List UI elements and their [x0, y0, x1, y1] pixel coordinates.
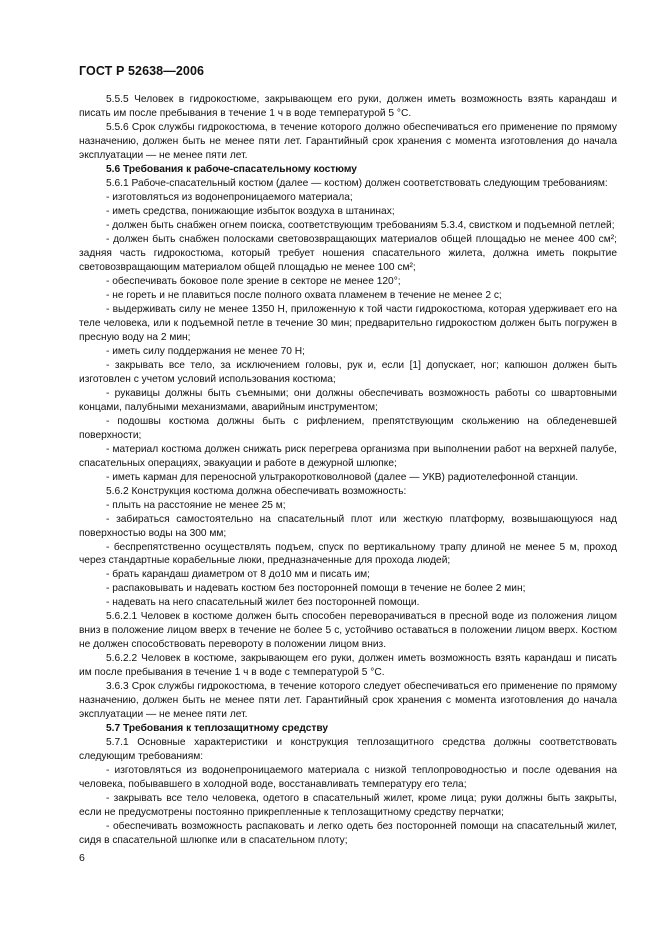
list-item: - иметь средства, понижающие избыток воздуха в штанинах; [106, 205, 395, 217]
list-item: - иметь карман для переносной ультракоротковолновой (далее — УКВ) радиотелефонной станции. [106, 471, 579, 483]
list-item: - обеспечивать возможность распаковать и легко одеть без посторонней помощи на спасательный жилет, сидя в спасательной шлюпке или в спасательном плоту; [79, 821, 617, 847]
document-header: ГОСТ Р 52638—2006 [79, 64, 205, 78]
list-item: - должен быть снабжен огнем поиска, соответствующим требованиям 5.3.4, свистком и подъемной петлей; [106, 219, 615, 231]
paragraph-5-7-1: 5.7.1 Основные характеристики и конструкция теплозащитного средства должны соответствовать следующим требованиям: [79, 737, 617, 763]
list-item: - не гореть и не плавиться после полного охвата пламенем в течение не менее 2 с; [106, 289, 502, 301]
list-item: - надевать на него спасательный жилет без посторонней помощи. [106, 597, 420, 609]
document-body [79, 93, 617, 848]
paragraph-5-6-1: 5.6.1 Рабоче-спасательный костюм (далее — костюм) должен соответствовать следующим требованиям: [106, 177, 608, 189]
list-item: - распаковывать и надевать костюм без посторонней помощи в течение не более 2 мин; [106, 583, 526, 595]
list-item: - изготовляться из водонепроницаемого материала с низкой теплопроводностью и после одевания на человека, побывавшего в холодной воде, восстанавливать температуру его тела; [79, 765, 617, 791]
paragraph-3-6-3: 3.6.3 Срок службы гидрокостюма, в течение которого следует обеспечиваться его применение по прямому назначению, должен быть не менее пяти лет. Гарантийный срок хранения с момента изготовления до начала эксплуатации — не менее пяти лет. [79, 681, 617, 721]
list-item: - беспрепятственно осуществлять подъем, спуск по вертикальному трапу длиной не менее 5 м, проход через стандартные корабельные люки, предназначенные для прохода людей; [79, 541, 617, 567]
list-item: - закрывать все тело, за исключением головы, рук и, если [1] допускает, ног; капюшон должен быть изготовлен с учетом условий использования костюма; [79, 359, 617, 385]
list-item: - иметь силу поддержания не менее 70 Н; [106, 345, 305, 357]
list-item: - закрывать все тело человека, одетого в спасательный жилет, кроме лица; руки должны быть закрыты, если не предусмотрены постоянно прикрепленные к теплозащитному средству перчатки; [79, 793, 617, 819]
list-item: - рукавицы должны быть съемными; они должны обеспечивать возможность работы со швартовными концами, палубными механизмами, аварийным инструментом; [79, 387, 617, 413]
list-item: - брать карандаш диаметром от 8 до10 мм и писать им; [106, 569, 370, 581]
list-item: - материал костюма должен снижать риск перегрева организма при выполнении работ на верхней палубе, спасательных операциях, эвакуации и работе в дежурной шлюпке; [79, 443, 617, 469]
section-heading-5-6: 5.6 Требования к рабоче-спасательному костюму [106, 163, 357, 175]
list-item: - выдерживать силу не менее 1350 Н, приложенную к той части гидрокостюма, которая удерживает его на теле человека, или к подъемной петле в течение 30 мин; предварительно гидрокостюм должен быть погружен в пресную воду на 2 мин; [79, 303, 617, 343]
list-item: - изготовляться из водонепроницаемого материала; [106, 191, 353, 203]
paragraph-5-6-2-1: 5.6.2.1 Человек в костюме должен быть способен переворачиваться в пресной воде из положения лицом вниз в положение лицом вверх в течение не более 5 с, устойчиво оставаться в положении лицом вверх. Костюм не должен способствовать перевороту в положении лицом вниз. [79, 611, 617, 651]
list-item: - должен быть снабжен полосками световозвращающих материалов общей площадью не менее 400 см²; задняя часть гидрокостюма, который требует ношения спасательного жилета, должна иметь покрытие световозвращающим материалом общей площадью не менее 100 см²; [79, 233, 617, 273]
paragraph-5-6-2: 5.6.2 Конструкция костюма должна обеспечивать возможность: [106, 485, 407, 497]
list-item: - обеспечивать боковое поле зрение в секторе не менее 120°; [106, 275, 401, 287]
list-item: - плыть на расстояние не менее 25 м; [106, 499, 286, 511]
list-item: - подошвы костюма должны быть с рифлением, препятствующим скольжению на обледеневшей поверхности; [79, 415, 617, 441]
section-heading-5-7: 5.7 Требования к теплозащитному средству [106, 723, 329, 735]
paragraph-5-5-6: 5.5.6 Срок службы гидрокостюма, в течение которого должно обеспечиваться его применение по прямому назначению, должен быть не менее пяти лет. Гарантийный срок хранения с момента изготовления до начала эксплуатации — не менее пяти лет. [79, 121, 617, 161]
page-number: 6 [79, 852, 85, 864]
paragraph-5-6-2-2: 5.6.2.2 Человек в костюме, закрывающем его руки, должен иметь возможность взять карандаш и писать им после пребывания в течение 1 ч в воде с температурой 5 °С. [79, 653, 617, 679]
list-item: - забираться самостоятельно на спасательный плот или жесткую платформу, возвышающуюся над поверхностью воды на 300 мм; [79, 513, 617, 539]
paragraph-5-5-5: 5.5.5 Человек в гидрокостюме, закрывающем его руки, должен иметь возможность взять карандаш и писать им после пребывания в течение 1 ч в воде температурой 5 °С. [79, 94, 617, 119]
